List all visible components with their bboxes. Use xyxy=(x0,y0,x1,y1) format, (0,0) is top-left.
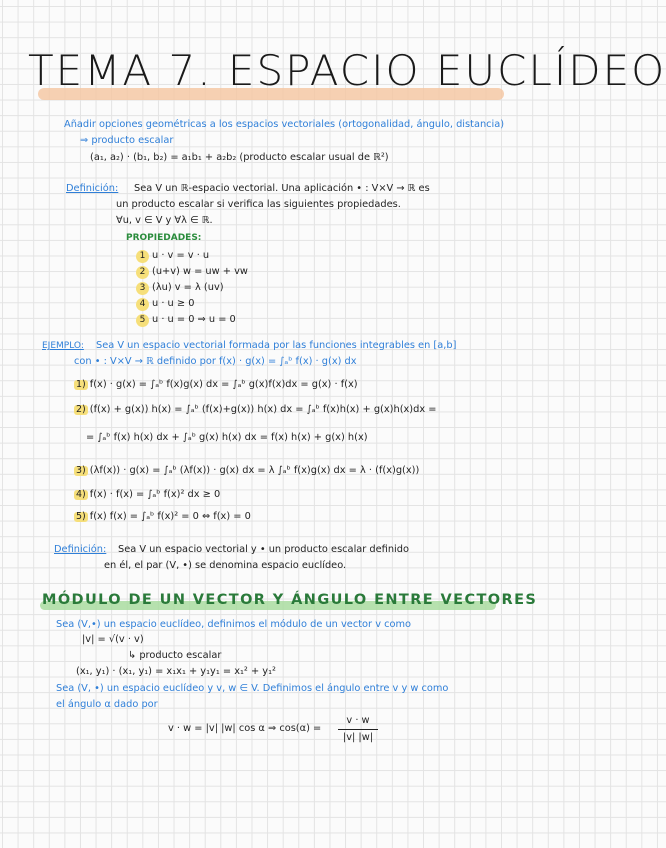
prop-text: u · v = v · u xyxy=(152,250,210,261)
section2-line-6: el ángulo α dado por xyxy=(56,699,158,710)
step-number: 1) xyxy=(76,379,86,390)
example-step-4 xyxy=(74,490,220,500)
prop-text: (u+v) w = uw + vw xyxy=(152,266,248,277)
def1-line-2: un producto escalar si verifica las siguientes propiedades. xyxy=(116,199,401,210)
angle-fraction-denominator: |v| |w| xyxy=(342,732,374,743)
def2-line-1: Sea V un espacio vectorial y • un producto escalar definido xyxy=(118,544,409,555)
example-line-1: Sea V un espacio vectorial formada por las funciones integrables en [a,b] xyxy=(96,340,457,351)
step-number: 2) xyxy=(76,404,86,415)
intro-line-2: ⇒ producto escalar xyxy=(80,135,174,146)
prop-item-4 xyxy=(136,298,194,311)
example-line-2: con • : V×V → ℝ definido por f(x) · g(x) = ∫ₐᵇ f(x) · g(x) dx xyxy=(74,356,357,367)
prop-text: u · u ≥ 0 xyxy=(152,298,195,309)
section2-line-1: Sea (V,•) un espacio euclídeo, definimos el módulo de un vector v como xyxy=(56,619,412,630)
angle-fraction-numerator: v · w xyxy=(346,715,370,726)
section-heading: MÓDULO DE UN VECTOR Y ÁNGULO ENTRE VECTORES xyxy=(42,592,538,608)
step-number: 3) xyxy=(76,465,86,476)
example-step-3 xyxy=(74,466,419,476)
def2-label: Definición: xyxy=(54,544,107,555)
intro-line-3: (a₁, a₂) · (b₁, b₂) = a₁b₁ + a₂b₂ (producto escalar usual de ℝ²) xyxy=(90,152,389,163)
prop-number: 3 xyxy=(136,282,149,295)
def1-line-1: Sea V un ℝ-espacio vectorial. Una aplicación • : V×V → ℝ es xyxy=(134,183,430,194)
section2-line-5: Sea (V, •) un espacio euclídeo y v, w ∈ V. Definimos el ángulo entre v y w como xyxy=(56,683,449,694)
example-step-1 xyxy=(74,380,358,390)
prop-number: 2 xyxy=(136,266,149,279)
step-number: 5) xyxy=(76,511,86,522)
module-example: (x₁, y₁) · (x₁, y₁) = x₁x₁ + y₁y₁ = x₁² + y₁² xyxy=(76,666,276,677)
step-text: f(x) f(x) = ∫ₐᵇ f(x)² = 0 ⇔ f(x) = 0 xyxy=(89,511,251,522)
prop-number: 5 xyxy=(136,314,149,327)
prop-text: u · u = 0 ⇒ u = 0 xyxy=(152,314,236,325)
prop-item-5 xyxy=(136,314,236,327)
step-text: f(x) · f(x) = ∫ₐᵇ f(x)² dx ≥ 0 xyxy=(89,489,221,500)
prop-number: 1 xyxy=(136,250,149,263)
fraction-bar xyxy=(338,729,378,730)
example-label: EJEMPLO: xyxy=(42,341,84,351)
example-step-2-cont xyxy=(86,433,368,443)
step-text: (f(x) + g(x)) h(x) = ∫ₐᵇ (f(x)+g(x)) h(x) dx = ∫ₐᵇ f(x)h(x) + g(x)h(x)dx = xyxy=(89,404,437,415)
step-text: = ∫ₐᵇ f(x) h(x) dx + ∫ₐᵇ g(x) h(x) dx = f(x) h(x) + g(x) h(x) xyxy=(86,432,368,443)
props-label: PROPIEDADES: xyxy=(126,233,202,243)
module-formula: |v| = √(v · v) xyxy=(82,634,144,645)
def2-line-2: en él, el par (V, •) se denomina espacio euclídeo. xyxy=(104,560,347,571)
page-title: TEMA 7. ESPACIO EUCLÍDEO xyxy=(28,46,666,95)
angle-formula: v · w = |v| |w| cos α ⇒ cos(α) = xyxy=(168,723,322,734)
scalar-product-note: ↳ producto escalar xyxy=(128,650,222,661)
def1-line-3: ∀u, v ∈ V y ∀λ ∈ ℝ. xyxy=(116,215,213,226)
example-step-2 xyxy=(74,405,436,415)
step-number: 4) xyxy=(76,489,86,500)
example-step-5 xyxy=(74,512,251,522)
prop-item-3 xyxy=(136,282,224,295)
step-text: (λf(x)) · g(x) = ∫ₐᵇ (λf(x)) · g(x) dx = λ ∫ₐᵇ f(x)g(x) dx = λ · (f(x)g(x)) xyxy=(89,465,420,476)
def1-label: Definición: xyxy=(66,183,119,194)
prop-number: 4 xyxy=(136,298,149,311)
prop-text: (λu) v = λ (uv) xyxy=(152,282,224,293)
step-text: f(x) · g(x) = ∫ₐᵇ f(x)g(x) dx = ∫ₐᵇ g(x)f(x)dx = g(x) · f(x) xyxy=(89,379,358,390)
intro-line-1: Añadir opciones geométricas a los espacios vectoriales (ortogonalidad, ángulo, distancia) xyxy=(64,119,505,130)
prop-item-1 xyxy=(136,250,209,263)
prop-item-2 xyxy=(136,266,248,279)
